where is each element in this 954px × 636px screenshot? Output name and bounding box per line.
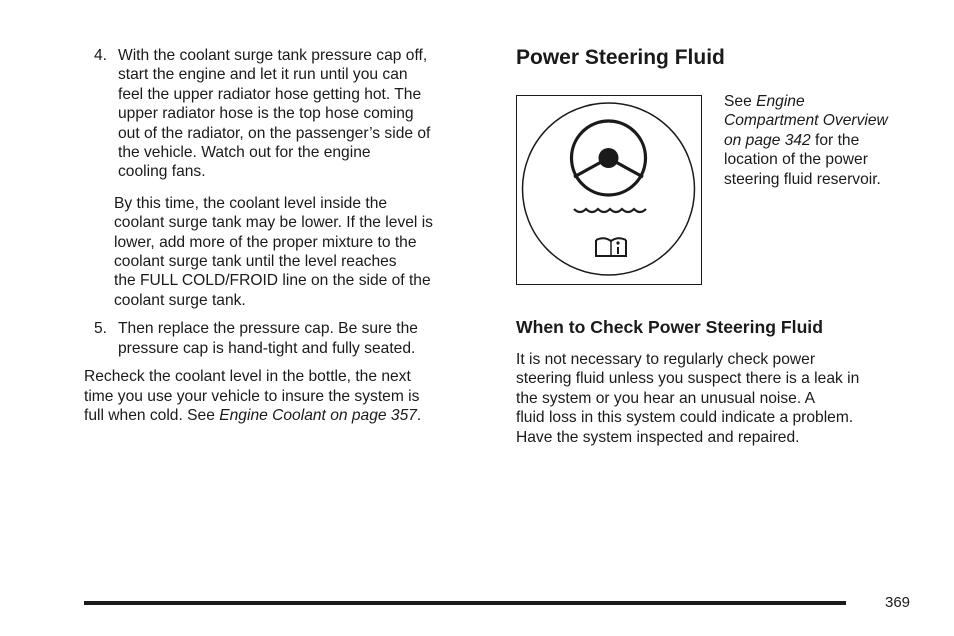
paragraph-line: By this time, the coolant level inside the bbox=[114, 194, 388, 212]
paragraph-line: coolant surge tank may be lower. If the level is bbox=[114, 214, 433, 232]
step-4-line: cooling fans. bbox=[118, 163, 206, 181]
reference-line bbox=[724, 131, 924, 150]
paragraph-line: coolant surge tank until the level reaches bbox=[114, 253, 397, 271]
step-4-line: feel the upper radiator hose getting hot. The bbox=[118, 85, 422, 103]
reference-line: steering fluid reservoir. bbox=[724, 170, 881, 188]
reference-text: See bbox=[724, 93, 757, 110]
step-4-line: With the coolant surge tank pressure cap off, bbox=[118, 47, 428, 64]
engine-compartment-reference: on page 342 bbox=[724, 131, 811, 149]
page-number: 369 bbox=[885, 594, 911, 611]
power-steering-fluid-symbol-icon bbox=[517, 96, 700, 283]
subheading: When to Check Power Steering Fluid bbox=[516, 317, 823, 337]
step-4-line: the vehicle. Watch out for the engine bbox=[118, 144, 371, 162]
engine-coolant-reference: Engine Coolant on page 357 bbox=[219, 406, 417, 424]
paragraph-line: fluid loss in this system could indicate a problem. bbox=[516, 409, 854, 427]
power-steering-fluid-figure bbox=[516, 95, 702, 285]
paragraph-text: full when cold. See bbox=[84, 406, 220, 424]
recheck-paragraph bbox=[84, 367, 488, 425]
paragraph-line: time you use your vehicle to insure the system is bbox=[84, 387, 420, 405]
step-4 bbox=[84, 46, 488, 182]
step-5-line: pressure cap is hand-tight and fully seated. bbox=[118, 339, 416, 357]
step-4-line: out of the radiator, on the passenger’s side of bbox=[118, 124, 431, 142]
paragraph-line: coolant surge tank. bbox=[114, 291, 246, 309]
engine-compartment-reference: Compartment Overview bbox=[724, 112, 888, 130]
step-5 bbox=[84, 319, 488, 358]
step-4-line: upper radiator hose is the top hose coming bbox=[118, 105, 414, 123]
footer-rule bbox=[84, 601, 846, 605]
step-5-line: Then replace the pressure cap. Be sure the bbox=[118, 320, 418, 338]
section-heading: Power Steering Fluid bbox=[516, 46, 725, 69]
reference-line: location of the power bbox=[724, 151, 868, 169]
paragraph-line: the FULL COLD/FROID line on the side of the bbox=[114, 272, 431, 290]
paragraph-line: lower, add more of the proper mixture to the bbox=[114, 233, 417, 251]
step-number: 4. bbox=[94, 47, 108, 64]
left-column bbox=[84, 46, 488, 425]
reference-line bbox=[724, 111, 924, 130]
paragraph-line: It is not necessary to regularly check power bbox=[516, 351, 816, 368]
step-number: 5. bbox=[94, 320, 108, 338]
check-fluid-paragraph bbox=[516, 350, 926, 447]
engine-compartment-reference: Engine bbox=[756, 93, 805, 110]
paragraph-line: the system or you hear an unusual noise. A bbox=[516, 389, 816, 407]
paragraph-line: Have the system inspected and repaired. bbox=[516, 428, 800, 446]
reference-line bbox=[724, 92, 924, 111]
paragraph-line: steering fluid unless you suspect there is a leak in bbox=[516, 370, 860, 388]
paragraph-line bbox=[84, 406, 488, 425]
paragraph-text: . bbox=[416, 406, 422, 424]
paragraph-line: Recheck the coolant level in the bottle, the next bbox=[84, 368, 411, 386]
see-reference-text bbox=[724, 92, 924, 189]
step-4-line: start the engine and let it run until you can bbox=[118, 66, 408, 84]
reference-text: for the bbox=[810, 131, 860, 149]
coolant-level-paragraph bbox=[84, 194, 488, 310]
